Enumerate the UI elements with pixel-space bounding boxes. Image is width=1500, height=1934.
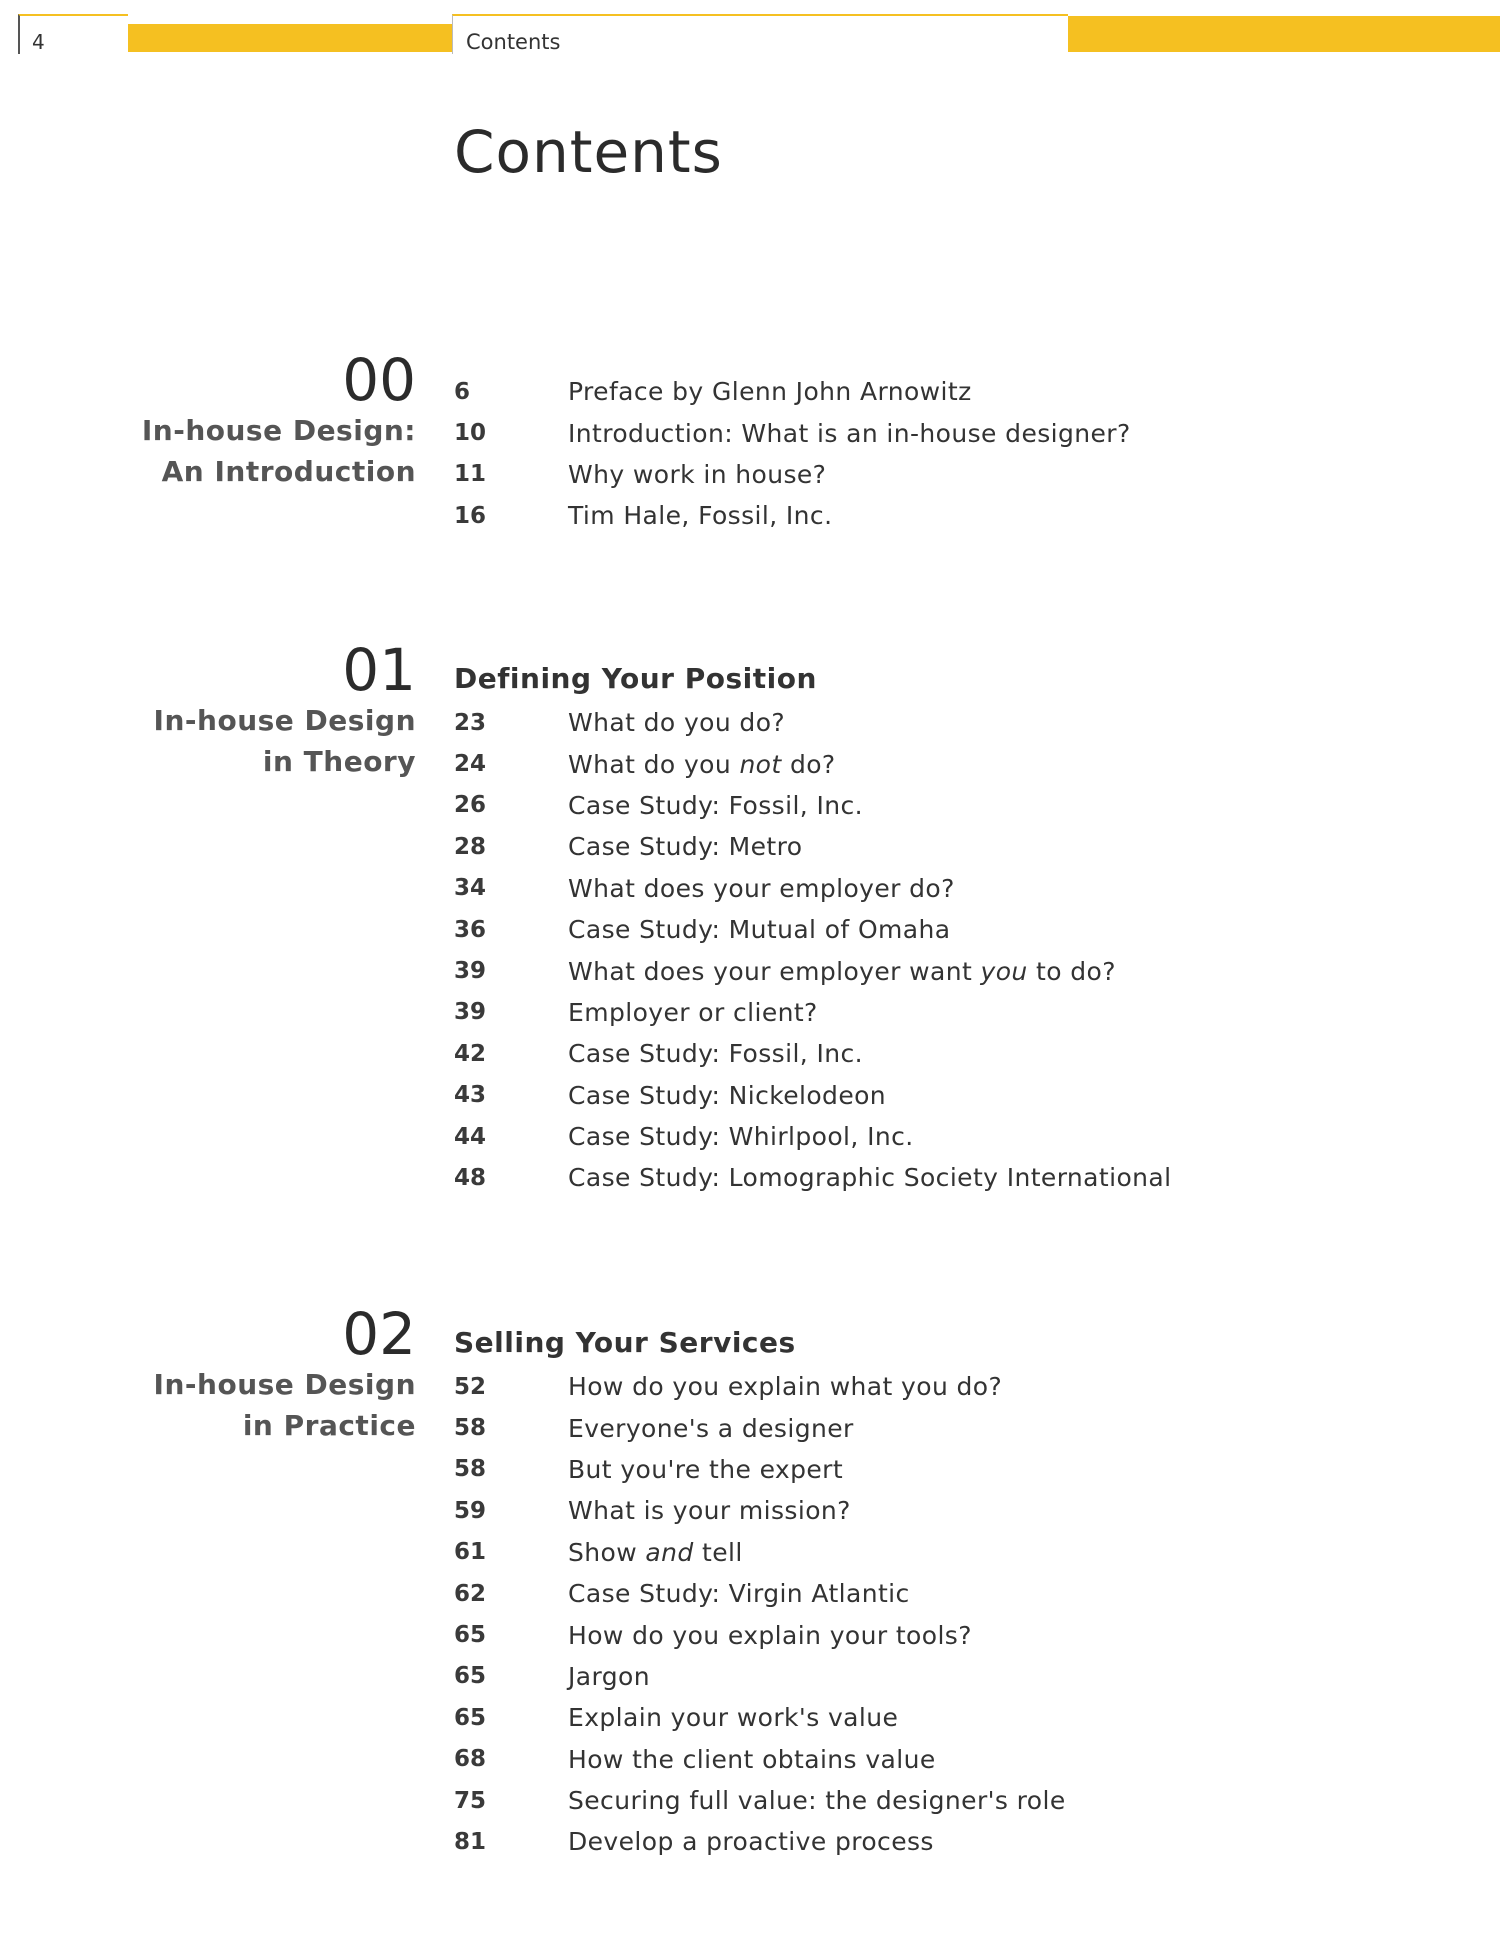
- entry-label: Case Study: Metro: [568, 832, 803, 862]
- entry-label: Case Study: Virgin Atlantic: [568, 1579, 910, 1609]
- entry-page: 11: [454, 461, 487, 488]
- section-title-line: In-house Design:: [141, 414, 416, 447]
- entry-page: 36: [454, 916, 487, 943]
- header-accent-left: [128, 24, 452, 52]
- section-number: 01: [342, 636, 416, 704]
- toc-entry[interactable]: [454, 1075, 1171, 1116]
- toc-entry[interactable]: [454, 992, 1171, 1033]
- entry-label: Employer or client?: [568, 997, 818, 1027]
- toc-entry[interactable]: [454, 785, 1171, 826]
- entry-label: Why work in house?: [568, 459, 827, 489]
- entry-label: Case Study: Lomographic Society International: [568, 1163, 1172, 1193]
- toc-entry[interactable]: [454, 743, 1171, 784]
- entry-label: Show and tell: [568, 1537, 743, 1567]
- header-accent-right: [1068, 16, 1500, 52]
- entry-label: How do you explain what you do?: [568, 1372, 1003, 1402]
- entry-page: 34: [454, 875, 487, 902]
- entry-page: 52: [454, 1373, 487, 1400]
- entry-page: 68: [454, 1746, 487, 1773]
- toc-entry[interactable]: [454, 1656, 1066, 1697]
- page-title: Contents: [454, 118, 723, 186]
- entry-label: But you're the expert: [568, 1454, 844, 1484]
- entry-label: Case Study: Nickelodeon: [568, 1080, 887, 1110]
- toc-entry[interactable]: [454, 412, 1131, 453]
- section-title-line: In-house Design: [153, 1368, 416, 1401]
- toc-entry[interactable]: [454, 1366, 1066, 1407]
- entry-label: Case Study: Fossil, Inc.: [568, 1039, 863, 1069]
- toc-entry[interactable]: [454, 454, 1131, 495]
- entry-page: 58: [454, 1415, 487, 1442]
- toc-entry[interactable]: [454, 495, 1131, 536]
- entry-page: 39: [454, 999, 487, 1026]
- toc-entries: [454, 702, 1171, 1199]
- entry-label: Explain your work's value: [568, 1703, 899, 1733]
- entry-label: Securing full value: the designer's role: [568, 1786, 1066, 1816]
- toc-entry[interactable]: [454, 702, 1171, 743]
- entry-page: 62: [454, 1580, 487, 1607]
- toc-entry[interactable]: [454, 1532, 1066, 1573]
- toc-entry[interactable]: [454, 1780, 1066, 1821]
- entry-label: What does your employer want you to do?: [568, 956, 1116, 986]
- toc-entries: [454, 1366, 1066, 1863]
- entry-label: Case Study: Whirlpool, Inc.: [568, 1122, 914, 1152]
- toc-entry[interactable]: [454, 1157, 1171, 1198]
- entry-label: Case Study: Mutual of Omaha: [568, 915, 951, 945]
- entry-page: 23: [454, 709, 487, 736]
- toc-entry[interactable]: [454, 1407, 1066, 1448]
- section-number: 02: [342, 1300, 416, 1368]
- entry-page: 75: [454, 1787, 487, 1814]
- entry-page: 24: [454, 751, 487, 778]
- section-title-line: In-house Design: [153, 704, 416, 737]
- toc-entry[interactable]: [454, 826, 1171, 867]
- toc-entry[interactable]: [454, 868, 1171, 909]
- toc-entry[interactable]: [454, 1033, 1171, 1074]
- entry-page: 61: [454, 1539, 487, 1566]
- toc-entry[interactable]: [454, 950, 1171, 991]
- entry-label: What do you do?: [568, 708, 786, 738]
- running-head: Contents: [466, 30, 561, 54]
- entry-page: 58: [454, 1456, 487, 1483]
- entry-page: 42: [454, 1040, 487, 1067]
- entry-page: 6: [454, 378, 471, 405]
- entry-label: Tim Hale, Fossil, Inc.: [568, 501, 833, 531]
- entry-label: What does your employer do?: [568, 873, 955, 903]
- section-number: 00: [342, 346, 416, 414]
- entry-page: 65: [454, 1663, 487, 1690]
- toc-entry[interactable]: [454, 1614, 1066, 1655]
- page-number: 4: [32, 30, 45, 54]
- entry-page: 26: [454, 792, 487, 819]
- entry-label: What is your mission?: [568, 1496, 851, 1526]
- entry-page: 65: [454, 1622, 487, 1649]
- entry-label: Develop a proactive process: [568, 1827, 934, 1857]
- entry-page: 39: [454, 958, 487, 985]
- section-header: [116, 636, 416, 782]
- entry-page: 28: [454, 833, 487, 860]
- toc-entry[interactable]: [454, 1739, 1066, 1780]
- toc-entry[interactable]: [454, 1449, 1066, 1490]
- entry-label: Introduction: What is an in-house designer?: [568, 418, 1131, 448]
- section-heading: Selling Your Services: [454, 1326, 796, 1359]
- toc-entry[interactable]: [454, 1697, 1066, 1738]
- section-title-line: in Theory: [262, 745, 416, 778]
- entry-label: How the client obtains value: [568, 1744, 936, 1774]
- entry-label: How do you explain your tools?: [568, 1620, 972, 1650]
- entry-page: 16: [454, 502, 487, 529]
- toc-entry[interactable]: [454, 1116, 1171, 1157]
- toc-entry[interactable]: [454, 1821, 1066, 1862]
- entry-page: 44: [454, 1123, 487, 1150]
- toc-entry[interactable]: [454, 909, 1171, 950]
- section-header: [116, 1300, 416, 1446]
- entry-page: 81: [454, 1828, 487, 1855]
- entry-page: 48: [454, 1164, 487, 1191]
- entry-label: Preface by Glenn John Arnowitz: [568, 377, 972, 407]
- toc-entry[interactable]: [454, 371, 1131, 412]
- toc-entry[interactable]: [454, 1490, 1066, 1531]
- section-title-line: An Introduction: [161, 455, 416, 488]
- entry-label: Jargon: [568, 1661, 650, 1691]
- entry-page: 65: [454, 1704, 487, 1731]
- section-title-line: in Practice: [242, 1409, 416, 1442]
- toc-entry[interactable]: [454, 1573, 1066, 1614]
- entry-page: 10: [454, 420, 487, 447]
- toc-entries: [454, 371, 1131, 537]
- entry-label: Everyone's a designer: [568, 1413, 854, 1443]
- entry-page: 43: [454, 1082, 487, 1109]
- entry-label: Case Study: Fossil, Inc.: [568, 790, 863, 820]
- entry-page: 59: [454, 1497, 487, 1524]
- section-header: [116, 346, 416, 492]
- entry-label: What do you not do?: [568, 749, 836, 779]
- section-heading: Defining Your Position: [454, 662, 817, 695]
